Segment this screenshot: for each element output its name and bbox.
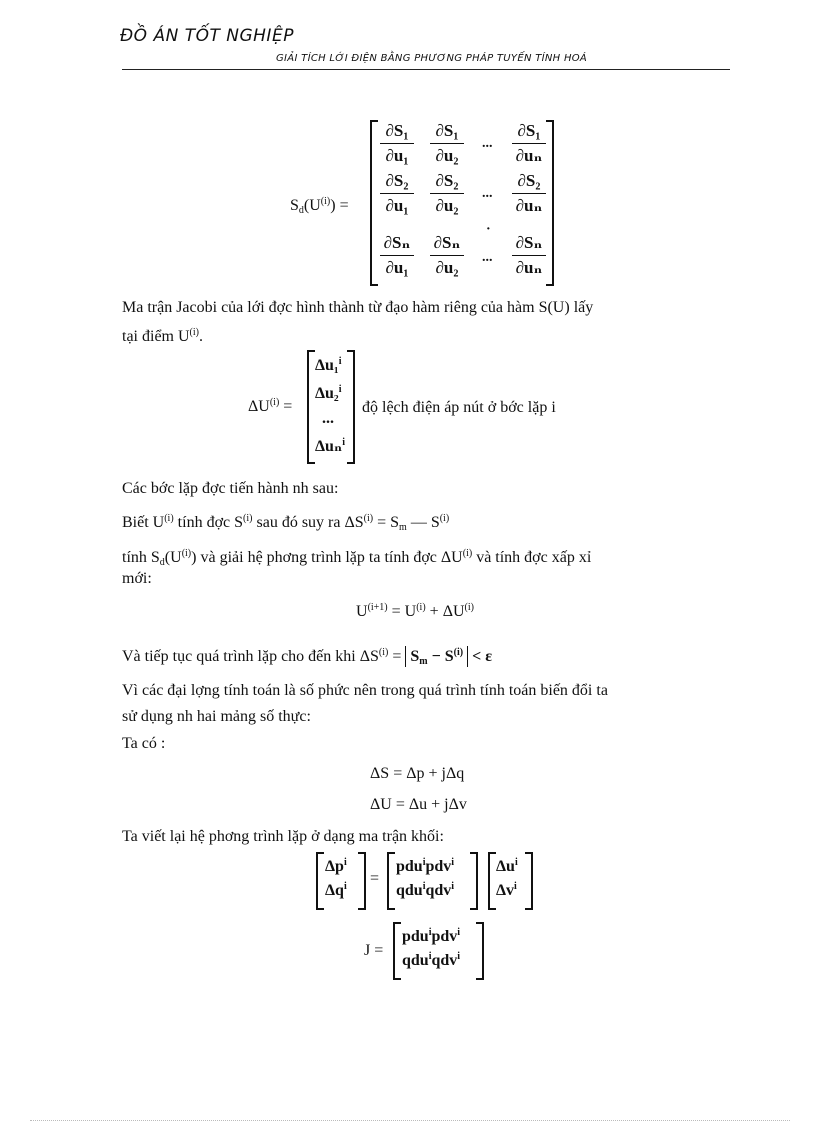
document-subtitle: GIẢI TÍCH LỚI ĐIỆN BẰNG PHƯƠNG PHÁP TUYẾN TÍNH HOÁ [276,53,588,64]
jacobian-cell-2-2: ∂S₂ ∂u₂ [430,170,464,217]
j-mat-right-bracket [476,922,484,980]
deltaU-entry-dots: ... [322,410,334,427]
jacobian-cell-2-1: ∂S₂ ∂u₁ [380,170,414,217]
j-mat-left-bracket [393,922,401,980]
deltaU-left-bracket [307,350,315,464]
update-equation: $U^{(i+1)} = U^{(i)} + \Delta U^{(i)}$ [356,602,474,620]
header-rule [122,69,730,70]
jacobian-lhs: $S_d(U^{(i)})$ = [290,196,349,216]
ta-co-label: Ta có : [122,735,166,752]
paragraph-jacobi-line2: tại điểm $U^{(i)}$. [122,327,203,345]
step-2-line1: tính $S_d(U^{(i)})$ và giải hệ phơng trình lặp ta tính đợc ΔU$^{(i)}$ và tính đợc xấp xỉ [122,548,592,568]
footer-rule [30,1120,790,1121]
deltaU-entry-1: Δu₁$^i$ [315,356,342,374]
deltaU-lhs: ΔU$^{(i)}$ = [248,397,293,415]
block-rhs-right-bracket [525,852,533,910]
deltaU-entry-n: Δuₙ$^i$ [315,437,346,455]
deltaU-right-bracket [347,350,355,464]
block-lhs-row1: $\Delta p^i$ [325,857,347,875]
block-mat-row2: qdu$^i$qdv$^i$ [396,881,455,899]
block-mat-right-bracket [470,852,478,910]
block-lhs-left-bracket [316,852,324,910]
step-1: Biết $U^{(i)}$ tính đợc $S^{(i)}$ sau đó suy ra $\Delta S^{(i)} = S_m$ — $S^{(i)}$ [122,513,450,533]
jacobian-ellipsis-2: ... [482,186,493,201]
jacobian-cell-2-n: ∂S₂ ∂uₙ [512,170,546,217]
jacobian-j-lhs: J = [364,942,384,959]
j-mat-row1: pdu$^i$pdv$^i$ [402,927,461,945]
jacobian-ellipsis-1: ... [482,136,493,151]
jacobian-ellipsis-3: ... [482,250,493,265]
block-rhs-left-bracket [488,852,496,910]
step-2-line2: mới: [122,570,152,587]
paragraph-complex-line1: Vì các đại lợng tính toán là số phức nên trong quá trình tính toán biến đổi ta [122,682,608,699]
block-matrix-intro: Ta viết lại hệ phơng trình lặp ở dạng ma trận khối: [122,828,444,845]
block-lhs-right-bracket [358,852,366,910]
j-mat-row2: qdu$^i$qdv$^i$ [402,951,461,969]
deltaU-entry-2: Δu₂$^i$ [315,384,342,402]
steps-intro: Các bớc lặp đợc tiến hành nh sau: [122,480,339,497]
jacobian-cell-1-n: ∂S₁ ∂uₙ [512,120,546,167]
block-rhs-row2: $\Delta v^i$ [496,881,517,899]
jacobian-right-bracket [546,120,554,286]
equation-delta-u: ΔU = Δu + jΔv [370,796,467,813]
convergence-condition: Và tiếp tục quá trình lặp cho đến khi $\Delta S^{(i)} = S_m - S^{(i)} < \varepsilon$ [122,647,493,667]
block-mat-left-bracket [387,852,395,910]
jacobian-cell-1-2: ∂S₁ ∂u₂ [430,120,464,167]
jacobian-cell-n-1: ∂Sₙ ∂u₁ [380,232,414,279]
paragraph-jacobi-line1: Ma trận Jacobi của lới đợc hình thành từ đạo hàm riêng của hàm S(U) lấy [122,299,594,316]
deltaU-description: độ lệch điện áp nút ở bớc lặp i [362,399,556,416]
block-rhs-row1: $\Delta u^i$ [496,857,518,875]
document-title: ĐỒ ÁN TỐT NGHIỆP [120,26,294,46]
equation-delta-s: ΔS = Δp + jΔq [370,765,465,782]
block-mat-row1: pdu$^i$pdv$^i$ [396,857,455,875]
block-lhs-row2: $\Delta q^i$ [325,881,347,899]
jacobian-cell-n-n: ∂Sₙ ∂uₙ [512,232,546,279]
block-equals: = [370,870,380,887]
jacobian-cell-1-1: ∂S₁ ∂u₁ [380,120,414,167]
jacobian-vdot: · [486,222,491,237]
paragraph-complex-line2: sử dụng nh hai mảng số thực: [122,708,311,725]
jacobian-left-bracket [370,120,378,286]
jacobian-cell-n-2: ∂Sₙ ∂u₂ [430,232,464,279]
